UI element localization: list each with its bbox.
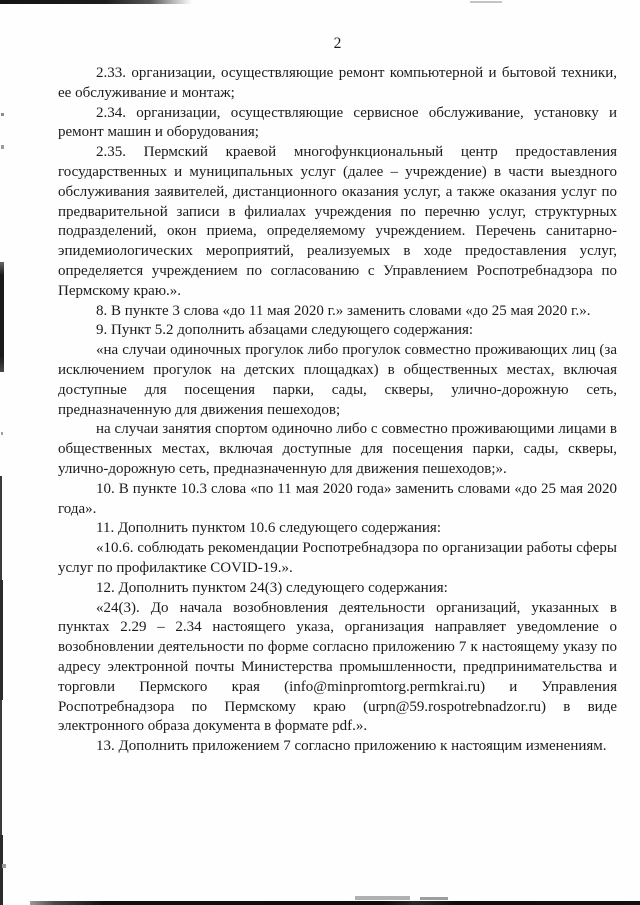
paragraph: 2.34. организации, осуществляющие сервисное обслуживание, установку и ремонт машин и оборудования; (58, 104, 617, 141)
scan-artifact-bottom-smudge (420, 897, 448, 900)
scan-artifact-left-bar (0, 262, 4, 372)
scan-artifact-left-speck (1, 432, 3, 435)
paragraph: 2.33. организации, осуществляющие ремонт компьютерной и бытовой техники, ее обслуживание и монтаж; (58, 65, 617, 101)
scan-artifact-bottom-smudge (355, 896, 410, 900)
scan-artifact-left-speck (1, 145, 4, 149)
scan-artifact-bottom-edge (30, 901, 640, 905)
scan-artifact-left-speck (1, 113, 4, 116)
paragraph: «24(3). До начала возобновления деятельности организаций, указанных в пунктах 2.29 – 2.34 настоящего указа, организация направляет уведомление о возобновлении деятельности по форме согласно приложению 7 к настоящему указу по адресу электронной почты Министерства промышленности, предпринимательства и торговли Пермского края (info@minpromtorg.permkrai.ru) и Управления Роспотребнадзора по Пермскому краю (urpn@59.rospotrebnadzor.ru) в виде электронного образа документа в формате pdf.». (58, 599, 617, 735)
paragraph: «на случаи одиночных прогулок либо прогулок совместно проживающих лиц (за исключением прогулок на детских площадках) в общественных местах, включая доступные для посещения парки, сады, скверы, улично-дорожную сеть, предназначенную для движения пешеходов; (58, 342, 617, 418)
paragraph: 11. Дополнить пунктом 10.6 следующего содержания: (96, 520, 441, 537)
scan-artifact-left-line (0, 580, 3, 700)
page-number: 2 (333, 35, 342, 52)
paragraph: 10. В пункте 10.3 слова «по 11 мая 2020 года» заменить словами «до 25 мая 2020 года». (58, 480, 617, 517)
paragraph: 8. В пункте 3 слова «до 11 мая 2020 г.» заменить словами «до 25 мая 2020 г.». (96, 302, 591, 319)
document-body (58, 64, 617, 757)
scan-artifact-top-edge (0, 0, 192, 4)
scan-artifact-left-line (0, 835, 3, 905)
scan-artifact-left-line (0, 476, 2, 905)
paragraph: «10.6. соблюдать рекомендации Роспотребнадзора по организации работы сферы услуг по профилактике COVID-19.». (58, 540, 617, 576)
paragraph: 9. Пункт 5.2 дополнить абзацами следующего содержания: (96, 322, 474, 339)
paragraph: 2.35. Пермский краевой многофункциональный центр предоставления государственных и муниципальных услуг (далее – учреждение) в части выездного обслуживания заявителей, дистанционного оказания услуг, а также оказания услуг по предварительной записи в филиалах учреждения по перечню услуг, структурных подразделений, окон приема, определяемому учреждением. Перечень санитарно-эпидемиологических мероприятий, реализуемых в ходе предоставления услуг, определяется учреждением по согласованию с Управлением Роспотребнадзора по Пермскому краю.». (58, 144, 617, 299)
paragraph: 13. Дополнить приложением 7 согласно приложению к настоящим изменениям. (96, 738, 607, 755)
scan-artifact-bottom-speck (2, 864, 6, 868)
paragraph: на случаи занятия спортом одиночно либо с совместно проживающими лицами в общественных местах, включая доступные для посещения парки, сады, скверы, улично-дорожную сеть, предназначенную для движения пешеходов;». (58, 421, 617, 477)
scan-artifact-top-dash (470, 1, 502, 3)
paragraph: 12. Дополнить пунктом 24(3) следующего содержания: (96, 579, 448, 596)
